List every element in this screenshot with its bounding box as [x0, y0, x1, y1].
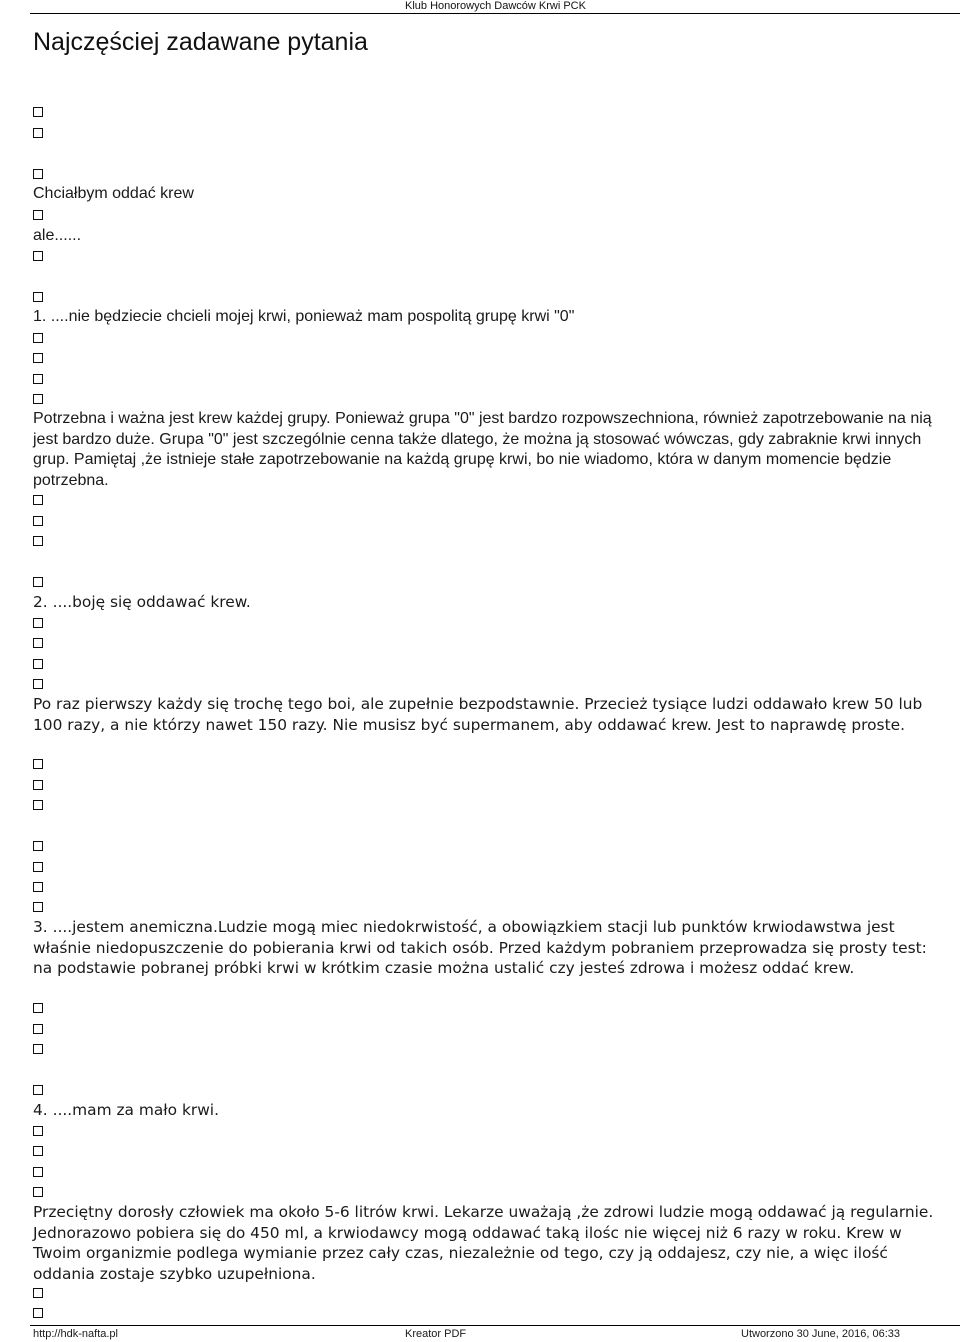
faq-answer: Potrzebna i ważna jest krew każdej grupy. Ponieważ grupa "0" jest bardzo rozpowszechniona, również zapotrzebowanie na nią jest bardzo duże. Grupa "0" jest szczególnie cenna także dlatego, że można ją stosować wówczas, gdy zabraknie krwi innych grup. Pamiętaj ,że istnieje stałe zapotrzebowanie na każdą grupę krwi, bo nie wiadomo, która w danym momencie będzie potrzebna.: [33, 410, 932, 489]
checkbox-icon: [33, 679, 43, 689]
checkbox-icon: [33, 638, 43, 648]
page-footer: [30, 1325, 960, 1342]
checkbox-icon: [33, 1187, 43, 1197]
faq-answer: Przeciętny dorosły człowiek ma około 5-6 litrów krwi. Lekarze uważają ,że zdrowi ludzie mogą oddawać ją regularnie. Jednorazowo pobiera się do 450 ml, a krwiodawcy mogą oddawać taką ilośc nie więcej niż 6 razy w roku. Krew w Twoim organizmie podlega wymianie przez cały czas, niezależnie od tego, czy ją oddajesz, czy nie, a więc ilość oddania zostaje szybko uzupełniona.: [33, 1203, 934, 1283]
checkbox-icon: [33, 251, 43, 261]
checkbox-icon: [33, 169, 43, 179]
checkbox-icon: [33, 210, 43, 220]
checkbox-icon: [33, 536, 43, 546]
page-title: Najczęściej zadawane pytania: [33, 28, 368, 56]
intro-line: Chciałbym oddać krew: [33, 185, 194, 202]
footer-url[interactable]: http://hdk-nafta.pl: [33, 1328, 118, 1340]
checkbox-icon: [33, 495, 43, 505]
checkbox-icon: [33, 128, 43, 138]
checkbox-icon: [33, 333, 43, 343]
checkbox-icon: [33, 780, 43, 790]
footer-generator: Kreator PDF: [405, 1328, 467, 1340]
checkbox-icon: [33, 107, 43, 117]
checkbox-icon: [33, 394, 43, 404]
faq-question-answer: 3. ....jestem anemiczna.Ludzie mogą miec niedokrwistość, a obowiązkiem stacji lub punktów krwiodawstwa jest właśnie niedopuszczenie do pobierania krwi od takich osób. Przed każdym pobraniem przeprowadza się prosty test: na podstawie pobranej próbki krwi w krótkim czasie można ustalić czy jesteś zdrowa i możesz oddać krew.: [33, 918, 927, 978]
faq-answer: Po raz pierwszy każdy się trochę tego boi, ale zupełnie bezpodstawnie. Przecież tysiące ludzi oddawało krew 50 lub 100 razy, a nie którzy nawet 150 razy. Nie musisz być supermanem, aby oddawać krew. Jest to naprawdę proste.: [33, 695, 923, 734]
checkbox-icon: [33, 841, 43, 851]
intro-line: ale......: [33, 227, 82, 244]
checkbox-icon: [33, 1044, 43, 1054]
checkbox-icon: [33, 1288, 43, 1298]
checkbox-icon: [33, 659, 43, 669]
page-header: [30, 0, 960, 14]
checkbox-icon: [33, 292, 43, 302]
faq-question: 1. ....nie będziecie chcieli mojej krwi, ponieważ mam pospolitą grupę krwi "0": [33, 308, 575, 325]
site-title: Klub Honorowych Dawców Krwi PCK: [405, 0, 586, 12]
checkbox-icon: [33, 374, 43, 384]
checkbox-icon: [33, 759, 43, 769]
checkbox-icon: [33, 1024, 43, 1034]
checkbox-icon: [33, 882, 43, 892]
checkbox-icon: [33, 902, 43, 912]
checkbox-icon: [33, 862, 43, 872]
checkbox-icon: [33, 800, 43, 810]
checkbox-icon: [33, 1126, 43, 1136]
faq-question: 2. ....boję się oddawać krew.: [33, 593, 251, 611]
checkbox-icon: [33, 1085, 43, 1095]
faq-question: 4. ....mam za mało krwi.: [33, 1101, 219, 1119]
checkbox-icon: [33, 1167, 43, 1177]
checkbox-icon: [33, 516, 43, 526]
checkbox-icon: [33, 1003, 43, 1013]
checkbox-icon: [33, 577, 43, 587]
checkbox-icon: [33, 353, 43, 363]
checkbox-icon: [33, 1308, 43, 1318]
checkbox-icon: [33, 618, 43, 628]
footer-created: Utworzono 30 June, 2016, 06:33: [741, 1328, 901, 1340]
checkbox-icon: [33, 1146, 43, 1156]
